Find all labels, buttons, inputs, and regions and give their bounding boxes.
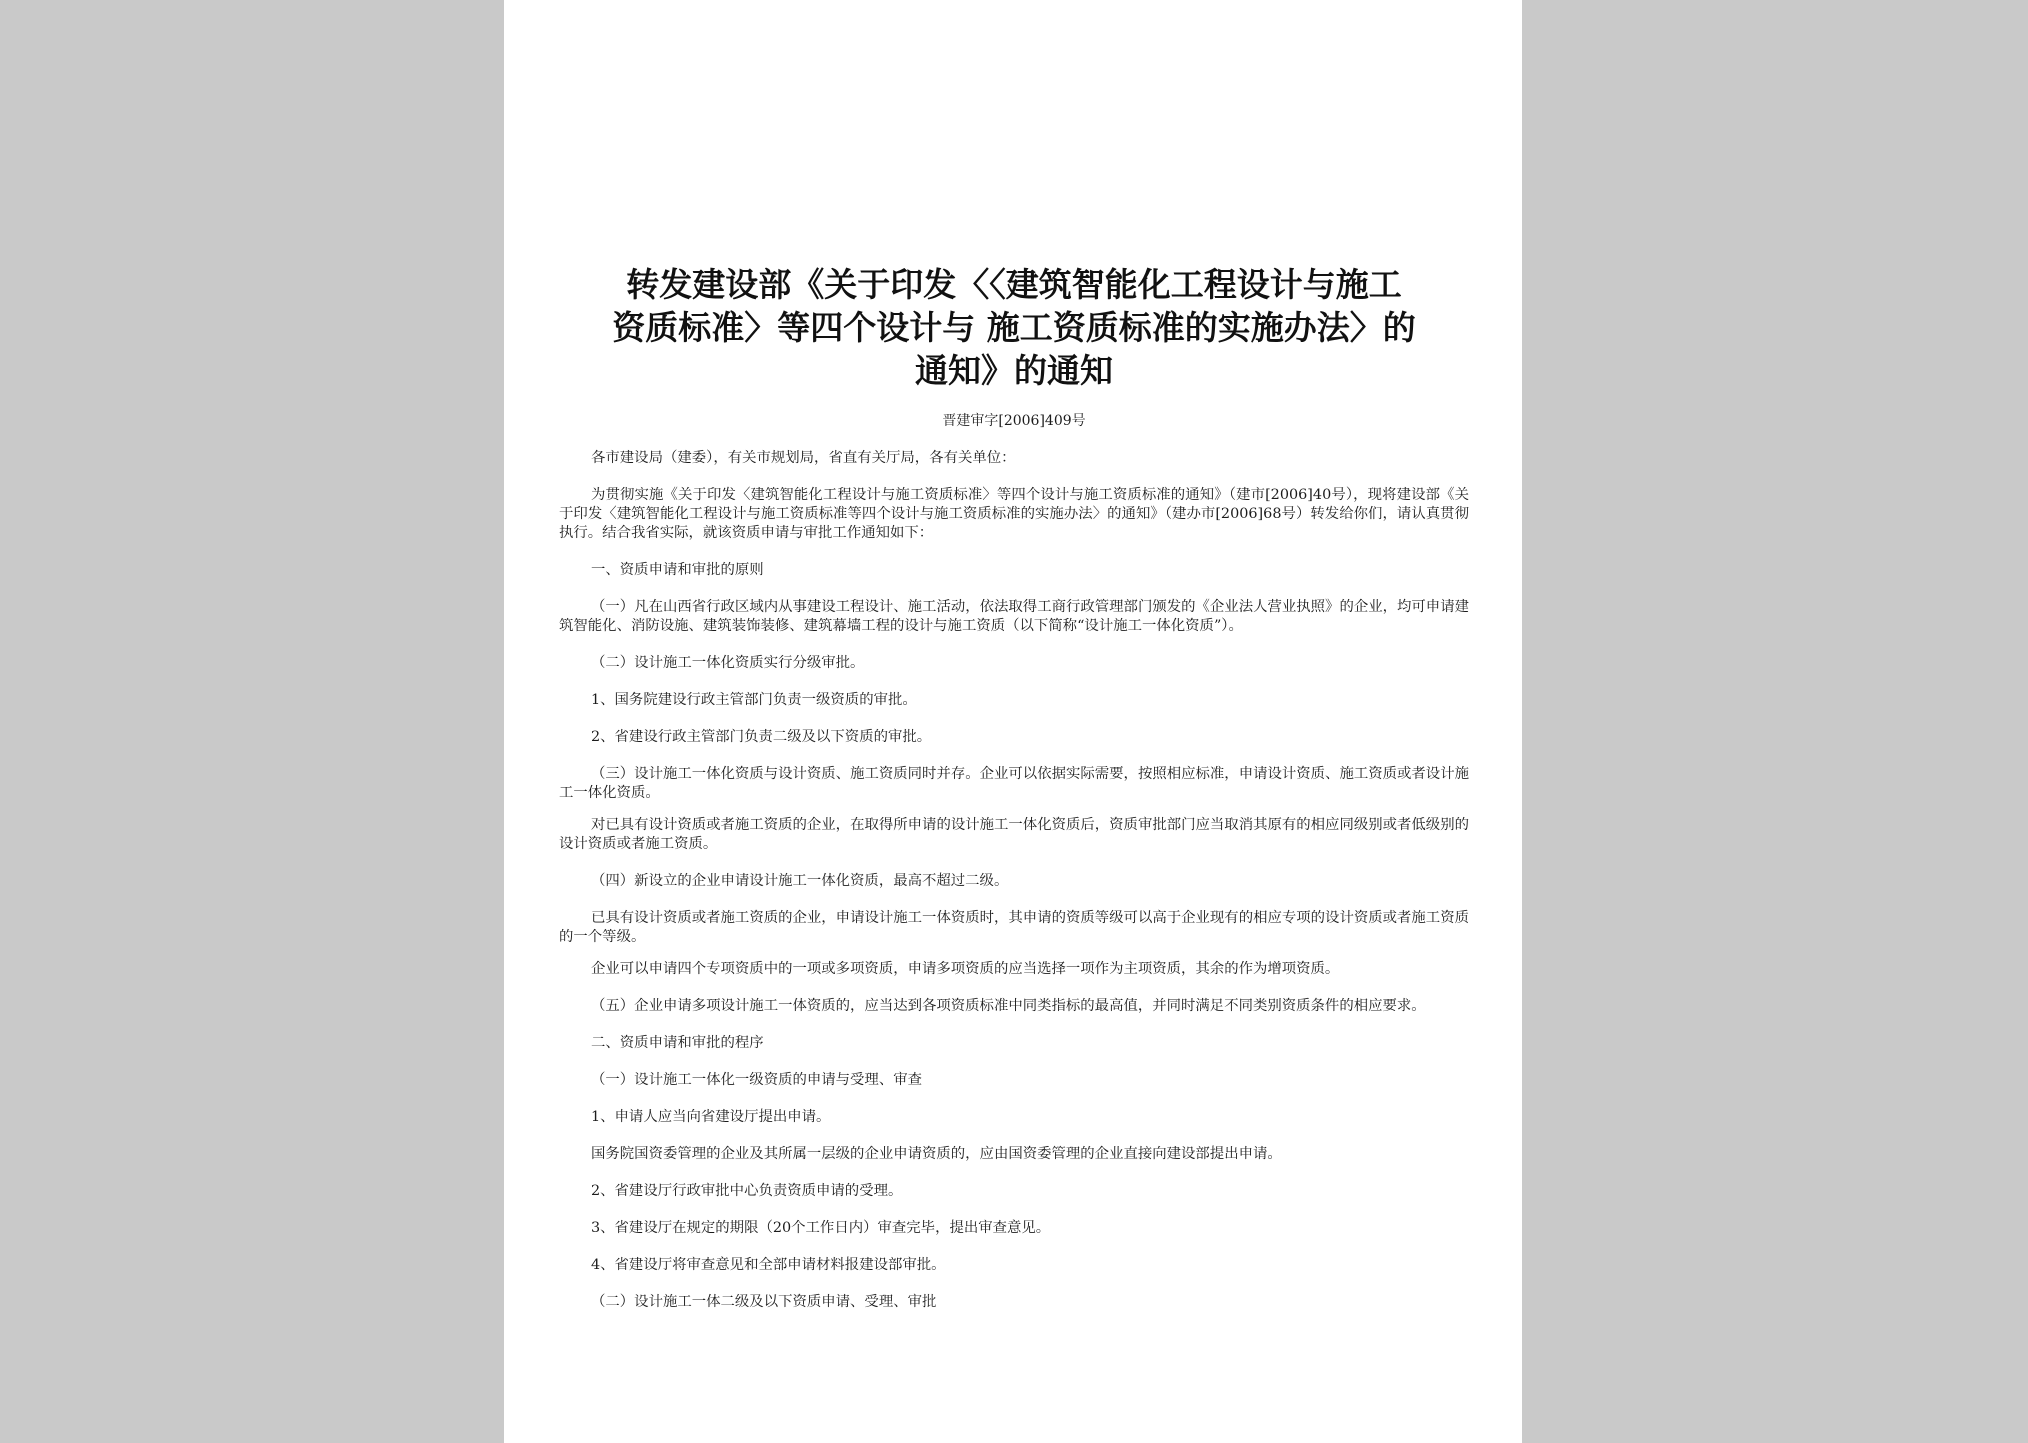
paragraph: 2、省建设厅行政审批中心负责资质申请的受理。	[591, 1183, 903, 1199]
document-title-line: 转发建设部《关于印发〈〈建筑智能化工程设计与施工	[626, 265, 1402, 304]
paragraph: 3、省建设厅在规定的期限（20个工作日内）审查完毕，提出审查意见。	[591, 1220, 1051, 1236]
document-body	[559, 263, 1469, 1312]
paragraph: （二）设计施工一体化资质实行分级审批。	[591, 655, 865, 671]
document-title	[559, 263, 1469, 392]
paragraph: （一）设计施工一体化一级资质的申请与受理、审查	[591, 1072, 922, 1088]
paragraph: （四）新设立的企业申请设计施工一体化资质，最高不超过二级。	[591, 873, 1009, 889]
paragraph: 1、国务院建设行政主管部门负责一级资质的审批。	[591, 692, 917, 708]
section-heading: 二、资质申请和审批的程序	[591, 1035, 764, 1051]
document-number: 晋建审字[2006]409号	[942, 413, 1086, 429]
document-page	[504, 0, 1522, 1443]
document-title-line: 资质标准〉等四个设计与 施工资质标准的实施办法〉的	[612, 308, 1416, 347]
paragraph: 已具有设计资质或者施工资质的企业，申请设计施工一体资质时，其申请的资质等级可以高于企业现有的相应专项的设计资质或者施工资质的一个等级。	[559, 910, 1469, 945]
paragraph: 2、省建设行政主管部门负责二级及以下资质的审批。	[591, 729, 932, 745]
paragraph: （五）企业申请多项设计施工一体资质的，应当达到各项资质标准中同类指标的最高值，并同时满足不同类别资质条件的相应要求。	[591, 998, 1426, 1014]
paragraph: 为贯彻实施《关于印发〈建筑智能化工程设计与施工资质标准〉等四个设计与施工资质标准的通知》（建市[2006]40号），现将建设部《关于印发〈建筑智能化工程设计与施工资质标准等四个设计与施工资质标准的实施办法〉的通知》（建办市[2006]68号）转发给你们，请认真贯彻执行。结合我省实际，就该资质申请与审批工作通知如下：	[559, 487, 1469, 541]
paragraph: 国务院国资委管理的企业及其所属一层级的企业申请资质的，应由国资委管理的企业直接向建设部提出申请。	[591, 1146, 1282, 1162]
paragraph: 企业可以申请四个专项资质中的一项或多项资质，申请多项资质的应当选择一项作为主项资质，其余的作为增项资质。	[591, 961, 1340, 977]
paragraph: 4、省建设厅将审查意见和全部申请材料报建设部审批。	[591, 1257, 946, 1273]
section-heading: 一、资质申请和审批的原则	[591, 562, 764, 578]
paragraph: （三）设计施工一体化资质与设计资质、施工资质同时并存。企业可以依据实际需要，按照相应标准，申请设计资质、施工资质或者设计施工一体化资质。	[559, 766, 1469, 801]
paragraph: 1、申请人应当向省建设厅提出申请。	[591, 1109, 831, 1125]
paragraph: （一）凡在山西省行政区域内从事建设工程设计、施工活动，依法取得工商行政管理部门颁发的《企业法人营业执照》的企业，均可申请建筑智能化、消防设施、建筑装饰装修、建筑幕墙工程的设计与施工资质（以下简称“设计施工一体化资质”）。	[559, 599, 1469, 634]
paragraph: 对已具有设计资质或者施工资质的企业，在取得所申请的设计施工一体化资质后，资质审批部门应当取消其原有的相应同级别或者低级别的设计资质或者施工资质。	[559, 817, 1469, 852]
paragraph: （二）设计施工一体二级及以下资质申请、受理、审批	[591, 1294, 937, 1310]
recipients: 各市建设局（建委），有关市规划局，省直有关厅局，各有关单位：	[591, 450, 1016, 466]
document-title-line: 通知》的通知	[915, 351, 1113, 390]
